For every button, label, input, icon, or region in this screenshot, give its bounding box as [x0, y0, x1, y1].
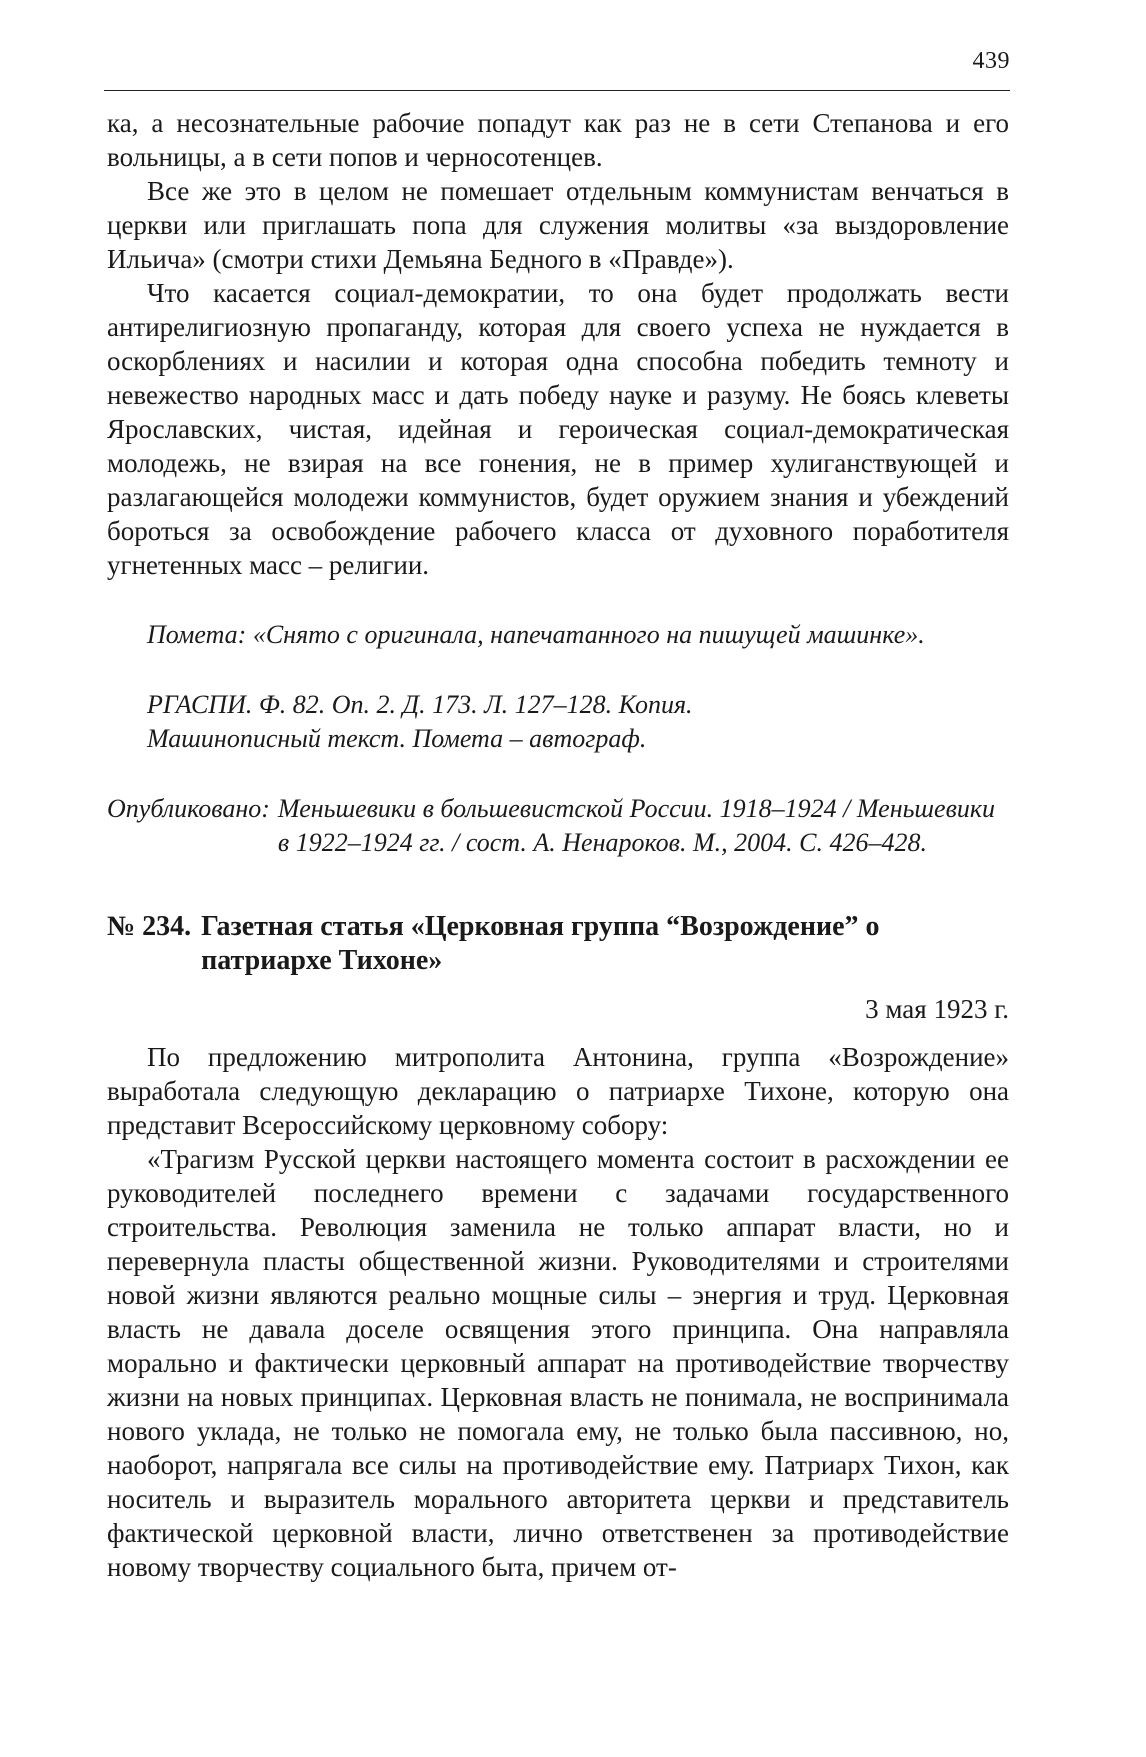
header-rule — [104, 90, 1010, 91]
document-title: Газетная статья «Церковная группа “Возрождение” о патриархе Тихоне» — [201, 911, 880, 976]
page-body — [107, 106, 1009, 1584]
archive-reference-detail: Машинописный текст. Помета – автограф. — [147, 724, 647, 753]
document-date: 3 мая 1923 г. — [865, 994, 1009, 1024]
document-heading — [107, 910, 1009, 978]
archival-note: Помета: «Снято с оригинала, напечатанного на пишущей машинке». — [147, 620, 925, 649]
paragraph: Что касается социал-демократии, то она будет продолжать вести антирелигиозную пропаганду, которая для своего успеха не нуждается в оскорблениях и насилии и которая одна способна победить темноту и невежество народных масс и дать победу науке и разуму. Не боясь клеветы Ярославских, чистая, идейная и героическая социал-демократическая молодежь, не взирая на все гонения, не в пример хулиганствующей и разлагающейся молодежи коммунистов, будет оружием знания и убеждений бороться за освобождение рабочего класса от духовного поработителя угнетенных масс – религии. — [107, 278, 1009, 580]
page-number: 439 — [972, 48, 1010, 74]
archive-reference: РГАСПИ. Ф. 82. Оп. 2. Д. 173. Л. 127–128. Копия. — [147, 690, 693, 719]
paragraph: По предложению митрополита Антонина, группа «Возрождение» выработала следующую декларацию о патриархе Тихоне, которую она представит Всероссийскому церковному собору: — [107, 1042, 1009, 1140]
paragraph: Все же это в целом не помешает отдельным коммунистам венчаться в церкви или приглашать попа для служения молитвы «за выздоровление Ильича» (смотри стихи Демьяна Бедного в «Правде»). — [107, 176, 1009, 274]
published-text: Меньшевики в большевистской России. 1918–1924 / Меньшевики в 1922–1924 гг. / сост. А. Ненароков. М., 2004. С. 426–428. — [277, 794, 996, 857]
publication-reference — [107, 792, 1009, 860]
document-number: № 234. — [107, 911, 192, 942]
paragraph: «Трагизм Русской церкви настоящего момента состоит в расхождении ее руководителей последнего времени с задачами государственного строительства. Революция заменила не только аппарат власти, но и перевернула пласты общественной жизни. Руководителями и строителями новой жизни являются реально мощные силы – энергия и труд. Церковная власть не давала доселе освящения этого принципа. Она направляла морально и фактически церковный аппарат на противодействие творчеству жизни на новых принципах. Церковная власть не понимала, не воспринимала нового уклада, не только не помогала ему, не только была пассивною, но, наоборот, напрягала все силы на противодействие ему. Патриарх Тихон, как носитель и выразитель морального авторитета церкви и представитель фактической церковной власти, лично ответственен за противодействие новому творчеству социального быта, причем от- — [107, 1144, 1009, 1582]
paragraph-continuation: ка, а несознательные рабочие попадут как раз не в сети Степанова и его вольницы, а в сети попов и черносотенцев. — [107, 108, 1009, 172]
published-label: Опубликовано: — [107, 794, 270, 823]
